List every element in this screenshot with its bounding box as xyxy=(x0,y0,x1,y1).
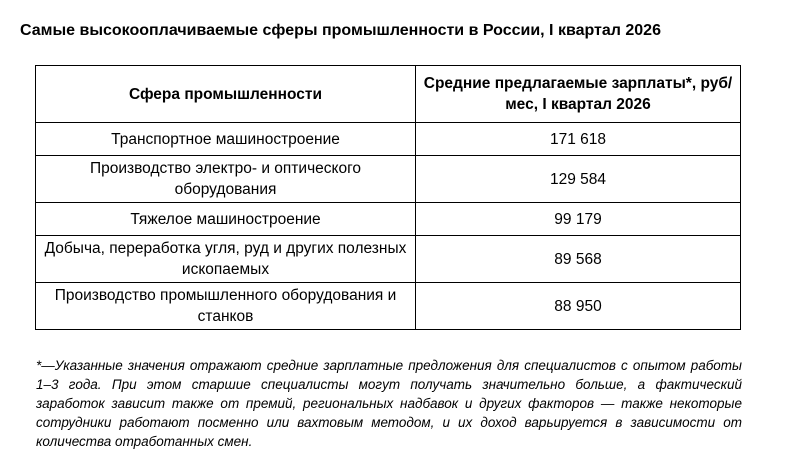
salary-table xyxy=(35,65,741,330)
sector-cell: Производство промышленного оборудования и станков xyxy=(36,283,416,330)
footnote: *—Указанные значения отражают средние зарплатные предложения для специалистов с опытом работы 1–3 года. При этом старшие специалисты могут получать значительно больше, а фактический заработок зависит также от премий, региональных надбавок и других факторов — также некоторые сотрудники работают посменно или вахтовым методом, и их доход варьируется в зависимости от количества отработанных смен. xyxy=(36,358,742,449)
table-row xyxy=(36,283,741,330)
table-row xyxy=(36,236,741,283)
column-header-salary: Средние предлагаемые зарплаты*, руб/мес, I квартал 2026 xyxy=(416,66,741,123)
table-row xyxy=(36,203,741,236)
salary-cell: 129 584 xyxy=(416,156,741,203)
table-row xyxy=(36,123,741,156)
salary-cell: 171 618 xyxy=(416,123,741,156)
sector-cell: Транспортное машиностроение xyxy=(36,123,416,156)
sector-cell: Производство электро- и оптического оборудования xyxy=(36,156,416,203)
salary-cell: 88 950 xyxy=(416,283,741,330)
column-header-sector: Сфера промышленности xyxy=(36,66,416,123)
table-header-row xyxy=(36,66,741,123)
page-title: Самые высокооплачиваемые сферы промышленности в России, I квартал 2026 xyxy=(20,22,661,39)
salary-cell: 89 568 xyxy=(416,236,741,283)
sector-cell: Добыча, переработка угля, руд и других полезных ископаемых xyxy=(36,236,416,283)
table-row xyxy=(36,156,741,203)
salary-cell: 99 179 xyxy=(416,203,741,236)
sector-cell: Тяжелое машиностроение xyxy=(36,203,416,236)
